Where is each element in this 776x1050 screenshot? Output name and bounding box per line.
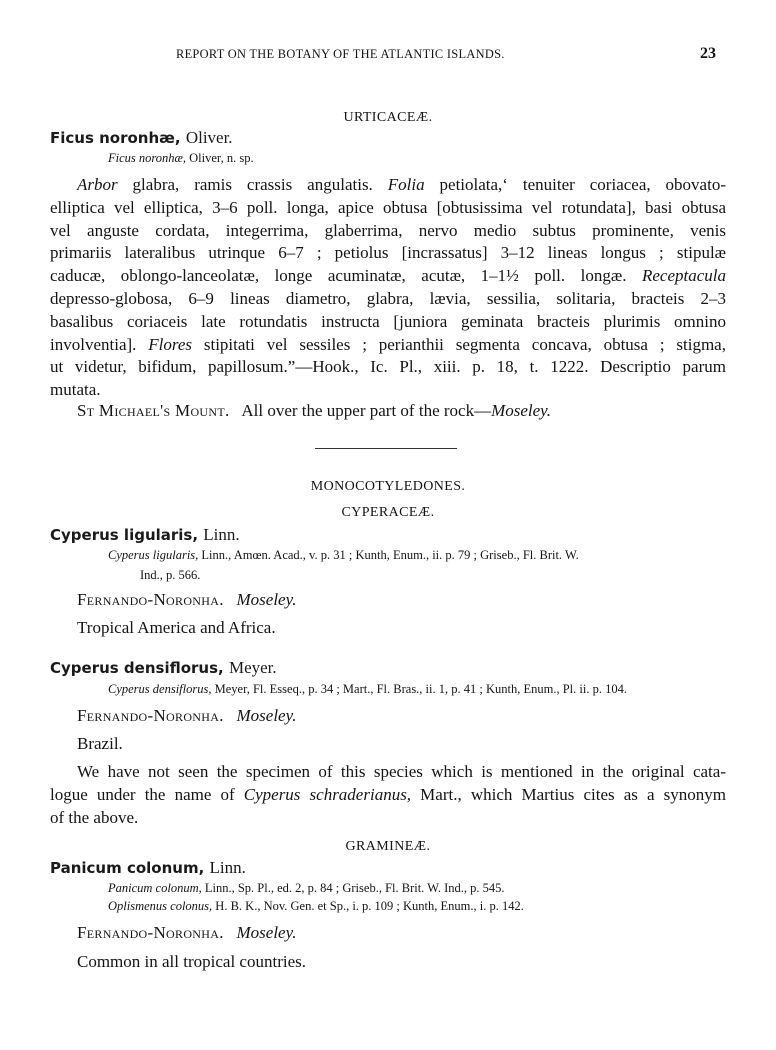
species-panicum-colonum xyxy=(50,858,246,878)
locality-panicum xyxy=(77,923,296,943)
collector: Moseley. xyxy=(491,401,552,420)
species-authority: Linn. xyxy=(203,525,240,544)
note-line: of the above. xyxy=(50,807,139,827)
distribution-cyperus-ligularis: Tropical America and Africa. xyxy=(77,618,276,637)
reference-oplismenus xyxy=(108,899,524,914)
description-line: primariis lateralibus utrinque 6–7 ; petiolus [incrassatus] 3–12 lineas longus ; stipulæ xyxy=(50,243,726,263)
locality-cyperus-ligularis xyxy=(77,590,296,610)
reference-name: Oplismenus colonus, xyxy=(108,899,213,913)
reference-ficus xyxy=(108,151,254,166)
distribution-panicum: Common in all tropical countries. xyxy=(77,952,306,971)
locality-name: Fernando-Noronha. xyxy=(77,590,224,609)
species-cyperus-ligularis xyxy=(50,525,240,545)
collector: Moseley. xyxy=(236,706,297,725)
description-line: mutata. xyxy=(50,380,101,400)
description-line: vel anguste cordata, integerrima, glaberrima, nervo medio subtus prominente, venis xyxy=(50,220,726,240)
class-heading-monocotyledones: MONOCOTYLEDONES. xyxy=(310,479,466,494)
description-line: depresso-globosa, 6–9 lineas diametro, glabra, lævia, sessilia, solitaria, bracteis 2–3 xyxy=(50,288,726,308)
species-cyperus-densiflorus xyxy=(50,658,277,678)
family-heading-gramineae: GRAMINEÆ. xyxy=(345,839,431,854)
species-ficus-noronhae xyxy=(50,128,233,148)
description-ficus-cont xyxy=(50,197,726,402)
description-line: elliptica vel elliptica, 3–6 poll. longa, apice obtusa [obtusissima vel rotundata], basi obtusa xyxy=(50,197,726,217)
locality-name: Fernando-Noronha. xyxy=(77,706,224,725)
reference-name: Panicum colonum, xyxy=(108,881,202,895)
reference-cyperus-densiflorus xyxy=(108,682,627,697)
page-number: 23 xyxy=(700,45,716,62)
species-authority: Meyer. xyxy=(228,658,277,677)
species-authority: Linn. xyxy=(209,858,246,877)
locality-name: St Michael's Mount. xyxy=(77,401,230,420)
description-line: caducæ, oblongo-lanceolatæ, longe acuminatæ, acutæ, 1–1½ poll. longæ. Receptacula xyxy=(50,266,726,286)
reference-text: H. B. K., Nov. Gen. et Sp., i. p. 109 ; Kunth, Enum., i. p. 142. xyxy=(215,899,524,913)
note-line: logue under the name of Cyperus schraderianus, Mart., which Martius cites as a synonym xyxy=(50,784,726,804)
description-line: basalibus coriaceis late rotundatis instructa [juniora geminata bracteis plurimis omnino xyxy=(50,311,726,331)
family-heading-cyperaceae: CYPERACEÆ. xyxy=(341,505,435,520)
species-name: Panicum colonum, xyxy=(50,859,205,877)
species-name: Ficus noronhæ, xyxy=(50,129,181,147)
locality-name: Fernando-Noronha. xyxy=(77,923,224,942)
species-name: Cyperus ligularis, xyxy=(50,526,199,544)
collector: Moseley. xyxy=(236,923,297,942)
species-name: Cyperus densiflorus, xyxy=(50,659,224,677)
species-authority: Oliver. xyxy=(185,128,233,147)
distribution-cyperus-densiflorus: Brazil. xyxy=(77,734,123,753)
description-line: Arbor glabra, ramis crassis angulatis. Folia petiolata,ʻ tenuiter coriacea, obovato- xyxy=(77,175,726,194)
reference-text: Linn., Sp. Pl., ed. 2, p. 84 ; Griseb., Fl. Brit. W. Ind., p. 545. xyxy=(204,881,505,895)
reference-cyperus-ligularis xyxy=(108,545,728,585)
reference-text: Oliver, n. sp. xyxy=(189,151,254,165)
locality-cyperus-densiflorus xyxy=(77,706,296,726)
reference-panicum xyxy=(108,881,505,896)
reference-name: Ficus noronhæ, xyxy=(108,151,187,165)
description-line: involventia]. Flores stipitati vel sessiles ; perianthii segmenta concava, obtusa ; stigma, xyxy=(50,334,726,354)
note-cyperus-densiflorus xyxy=(50,761,726,829)
locality-text: All over the upper part of the rock— xyxy=(241,401,492,420)
reference-text: Meyer, Fl. Esseq., p. 34 ; Mart., Fl. Bras., ii. 1, p. 41 ; Kunth, Enum., Pl. ii. p. 104. xyxy=(214,682,627,696)
running-head: REPORT ON THE BOTANY OF THE ATLANTIC ISLANDS. xyxy=(176,47,505,61)
reference-line: Cyperus ligularis, Linn., Amœn. Acad., v. p. 31 ; Kunth, Enum., ii. p. 79 ; Griseb., Fl. Brit. W. xyxy=(108,548,579,562)
section-divider xyxy=(315,448,457,449)
reference-name: Cyperus densiflorus, xyxy=(108,682,212,696)
note-line: We have not seen the specimen of this species which is mentioned in the original cata- xyxy=(77,762,726,781)
family-heading-urticaceae: URTICACEÆ. xyxy=(343,110,433,125)
collector: Moseley. xyxy=(236,590,297,609)
locality-ficus xyxy=(77,401,551,421)
description-line: ut videtur, bifidum, papillosum.”—Hook., Ic. Pl., xiii. p. 18, t. 1222. Descriptio parum xyxy=(50,357,726,377)
description-ficus xyxy=(77,174,726,197)
reference-line: Ind., p. 566. xyxy=(140,568,201,582)
